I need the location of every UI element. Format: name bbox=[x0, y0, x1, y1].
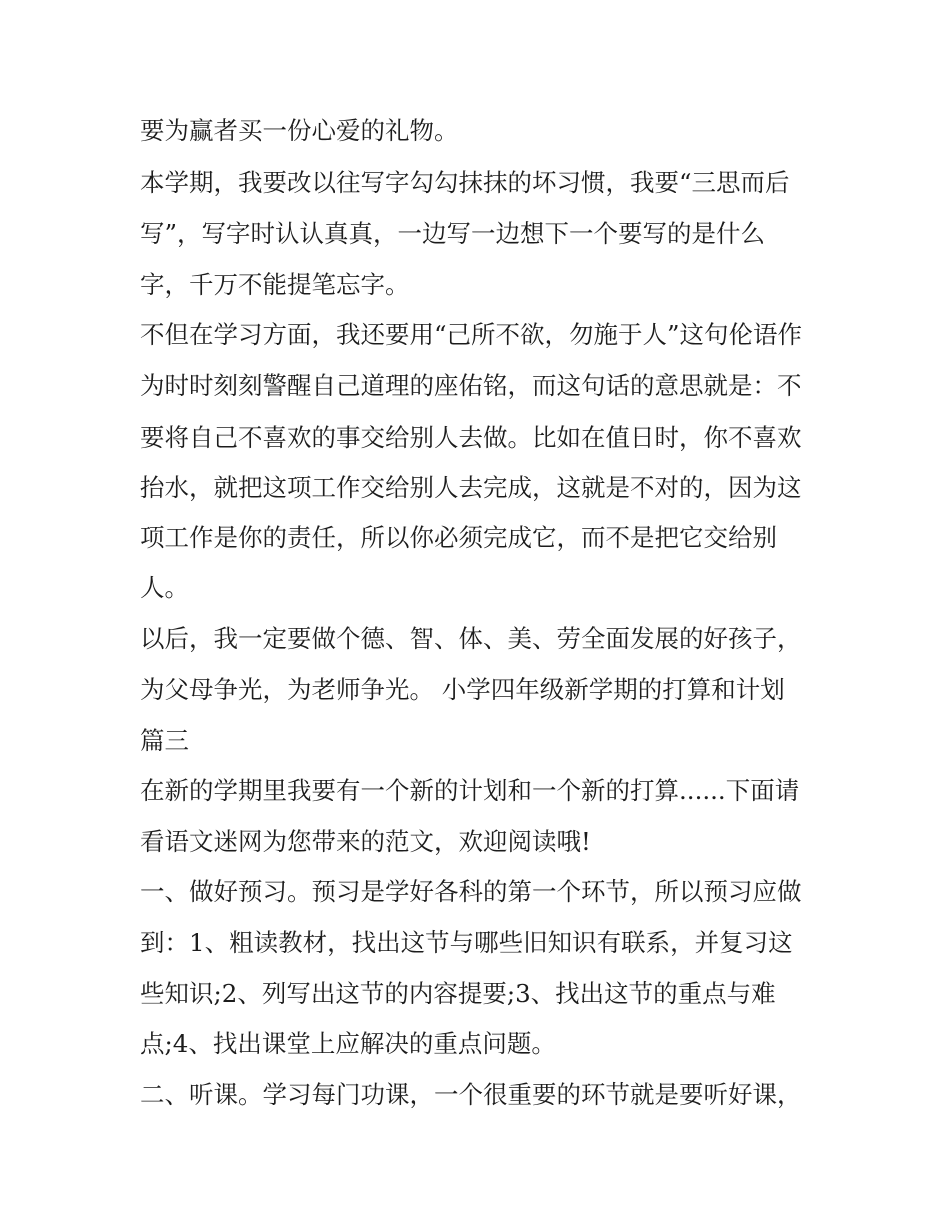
text-line: 字，千万不能提笔忘字。 bbox=[140, 270, 410, 299]
text-line: 到：1、粗读教材，找出这节与哪些旧知识有联系，并复习这 bbox=[140, 928, 793, 957]
text-line: 为父母争光，为老师争光。 小学四年级新学期的打算和计划 bbox=[140, 675, 785, 704]
text-line: 要为赢者买一份心爱的礼物。 bbox=[140, 116, 459, 145]
text-line: 篇三 bbox=[140, 726, 189, 755]
text-line: 抬水，就把这项工作交给别人去完成，这就是不对的，因为这 bbox=[140, 473, 802, 502]
text-line: 看语文迷网为您带来的范文，欢迎阅读哦! bbox=[140, 827, 591, 856]
text-line: 一、做好预习。预习是学好各科的第一个环节，所以预习应做 bbox=[140, 877, 802, 906]
text-line: 以后，我一定要做个德、智、体、美、劳全面发展的好孩子， bbox=[140, 624, 802, 653]
text-line: 点;4、找出课堂上应解决的重点问题。 bbox=[140, 1029, 556, 1058]
text-line: 人。 bbox=[140, 573, 189, 602]
text-line: 写”，写字时认认真真，一边写一边想下一个要写的是什么 bbox=[140, 219, 766, 248]
text-line: 些知识;2、列写出这节的内容提要;3、找出这节的重点与难 bbox=[140, 979, 776, 1008]
text-line: 不但在学习方面，我还要用“己所不欲，勿施于人”这句伦语作 bbox=[140, 320, 803, 349]
text-line: 为时时刻刻警醒自己道理的座佑铭，而这句话的意思就是：不 bbox=[140, 371, 802, 400]
text-line: 本学期，我要改以往写字勾勾抹抹的坏习惯，我要“三思而后 bbox=[140, 168, 790, 197]
text-line: 在新的学期里我要有一个新的计划和一个新的打算......下面请 bbox=[140, 776, 800, 805]
text-line: 二、听课。学习每门功课，一个很重要的环节就是要听好课， bbox=[140, 1080, 802, 1109]
text-line: 项工作是你的责任，所以你必须完成它，而不是把它交给别 bbox=[140, 523, 777, 552]
text-line: 要将自己不喜欢的事交给别人去做。比如在值日时，你不喜欢 bbox=[140, 423, 802, 452]
